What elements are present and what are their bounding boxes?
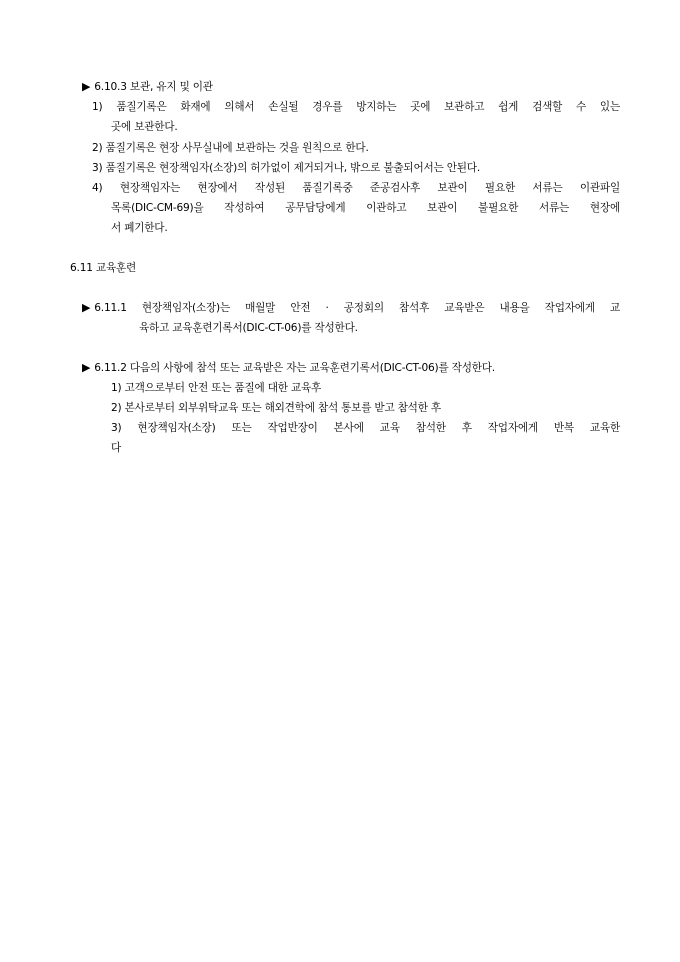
list-item-3-line-2: 다	[111, 442, 122, 454]
list-item-1-line-2: 곳에 보관한다.	[111, 121, 178, 133]
section-heading-6-11: 6.11 교육훈련	[70, 262, 137, 274]
section-heading-6-10-3	[82, 80, 213, 94]
section-6-11-1-text: 6.11.1 현장책임자(소장)는 매월말 안전 · 공정회의 참석후 교육받은 내용을 작업자에게 교	[94, 302, 620, 314]
list-item-1-line-1: 1) 품질기록은 화재에 의해서 손실될 경우를 방지하는 곳에 보관하고 쉽게 검색할 수 있는	[92, 101, 620, 113]
section-heading-text: 6.10.3 보관, 유지 및 이관	[94, 81, 213, 93]
list-item-2: 2) 품질기록은 현장 사무실내에 보관하는 것을 원칙으로 한다.	[92, 142, 369, 154]
list-item-3: 3) 품질기록은 현장책임자(소장)의 허가없이 제거되거나, 밖으로 불출되어서는 안된다.	[92, 162, 480, 174]
triangle-bullet-icon: ▶	[82, 361, 91, 374]
section-6-11-1-line-2: 육하고 교육훈련기록서(DIC-CT-06)를 작성한다.	[139, 322, 358, 334]
list-item-2: 2) 본사로부터 외부위탁교육 또는 해외견학에 참석 통보를 받고 참석한 후	[111, 402, 441, 414]
section-heading-6-11-2	[82, 361, 495, 375]
section-6-11-1-line-1	[82, 301, 620, 315]
section-heading-text: 6.11.2 다음의 사항에 참석 또는 교육받은 자는 교육훈련기록서(DIC-CT-06)를 작성한다.	[94, 362, 495, 374]
list-item-4-line-3: 서 폐기한다.	[111, 222, 168, 234]
list-item-4-line-2: 목록(DIC-CM-69)을 작성하여 공무담당에게 이관하고 보관이 불필요한 서류는 현장에	[111, 202, 620, 214]
list-item-3-line-1: 3) 현장책임자(소장) 또는 작업반장이 본사에 교육 참석한 후 작업자에게 반복 교육한	[111, 422, 620, 434]
triangle-bullet-icon: ▶	[82, 80, 91, 93]
triangle-bullet-icon: ▶	[82, 301, 91, 314]
list-item-4-line-1: 4) 현장책임자는 현장에서 작성된 품질기록중 준공검사후 보관이 필요한 서류는 이관파일	[92, 182, 620, 194]
list-item-1: 1) 고객으로부터 안전 또는 품질에 대한 교육후	[111, 382, 322, 394]
